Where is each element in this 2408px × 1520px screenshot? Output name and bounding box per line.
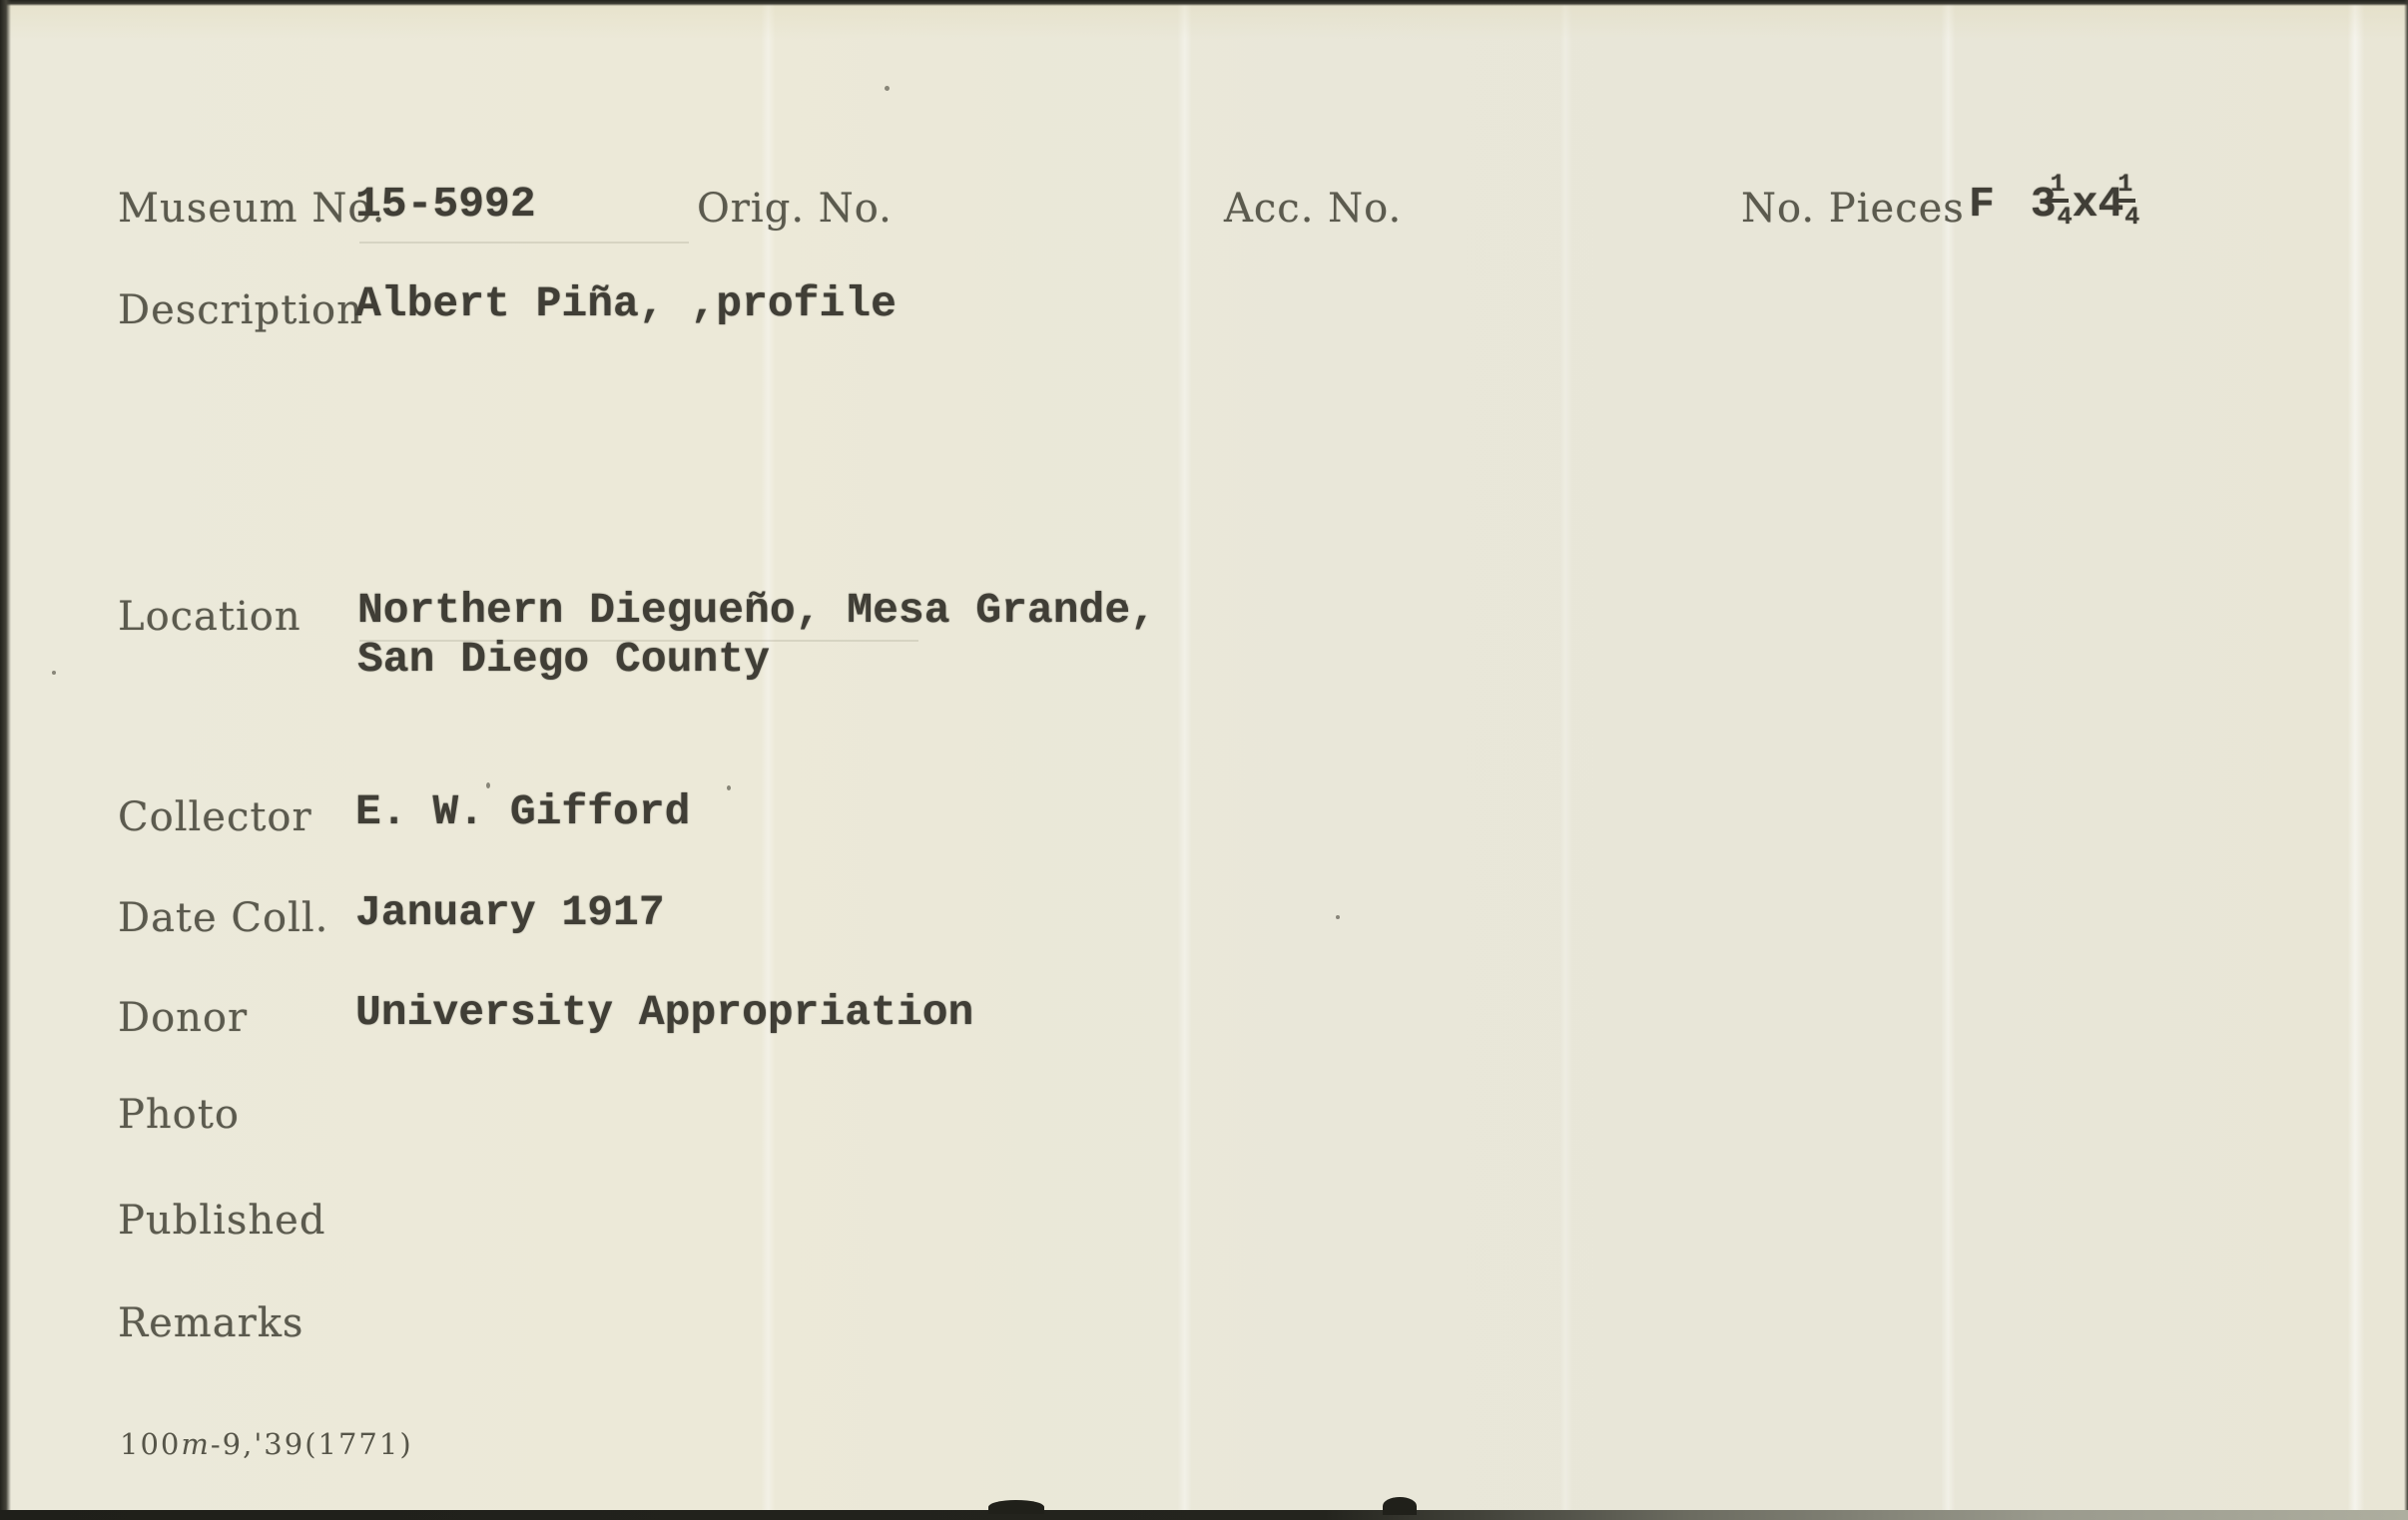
print-code-prefix: 100: [120, 1427, 182, 1461]
published-label: Published: [118, 1198, 326, 1244]
fraction-denominator: 4: [2057, 203, 2073, 232]
donor-label: Donor: [118, 995, 249, 1041]
pieces-separator: x: [2072, 180, 2099, 229]
fraction-numerator: 1: [2048, 172, 2069, 203]
collector-label: Collector: [118, 794, 312, 840]
paper-speck: [52, 671, 56, 675]
pieces-format-letter: F: [1969, 180, 1995, 229]
print-code: [120, 1427, 413, 1461]
description-value: Albert Piña, ,profile: [355, 279, 897, 328]
scan-edge-bottom: [0, 1510, 2408, 1520]
pieces-height-whole: 4: [2098, 180, 2124, 229]
paper-top-tint: [0, 0, 2408, 40]
paper-speck: [727, 785, 731, 790]
pieces-height-fraction: [2117, 170, 2140, 232]
no-pieces-label: No. Pieces: [1741, 186, 1965, 232]
remarks-label: Remarks: [118, 1300, 304, 1346]
scan-edge-right: [2404, 0, 2408, 1520]
location-label: Location: [118, 594, 301, 640]
no-pieces-value: [1969, 170, 2140, 232]
scan-edge-top: [0, 0, 2408, 6]
scan-artifact-line: [359, 242, 689, 244]
museum-no-label: Museum No.: [118, 186, 386, 232]
paper-speck: [1336, 915, 1340, 919]
photo-label: Photo: [118, 1092, 240, 1138]
location-value-line2: San Diego County: [357, 635, 770, 684]
date-coll-label: Date Coll.: [118, 895, 329, 941]
pieces-width-fraction: [2050, 170, 2073, 232]
fraction-numerator: 1: [2114, 172, 2135, 203]
scan-edge-left: [0, 0, 11, 1520]
donor-value: University Appropriation: [355, 988, 974, 1037]
date-coll-value: January 1917: [355, 888, 665, 937]
orig-no-label: Orig. No.: [697, 186, 893, 232]
pieces-width-whole: 3: [2030, 180, 2057, 229]
description-label: Description: [118, 287, 363, 333]
acc-no-label: Acc. No.: [1224, 186, 1403, 232]
paper-speck: [885, 86, 890, 91]
fraction-denominator: 4: [2124, 203, 2140, 232]
print-code-suffix: -9,'39(1771): [210, 1427, 413, 1461]
museum-no-value: 15-5992: [355, 180, 536, 229]
collector-value: E. W. Gifford: [355, 787, 691, 836]
scan-edge-artifact: [1383, 1497, 1417, 1515]
scan-edge-artifact: [988, 1500, 1044, 1514]
location-value-line1: Northern Diegueño, Mesa Grande,: [357, 586, 1156, 635]
print-code-italic-m: m: [181, 1427, 211, 1461]
